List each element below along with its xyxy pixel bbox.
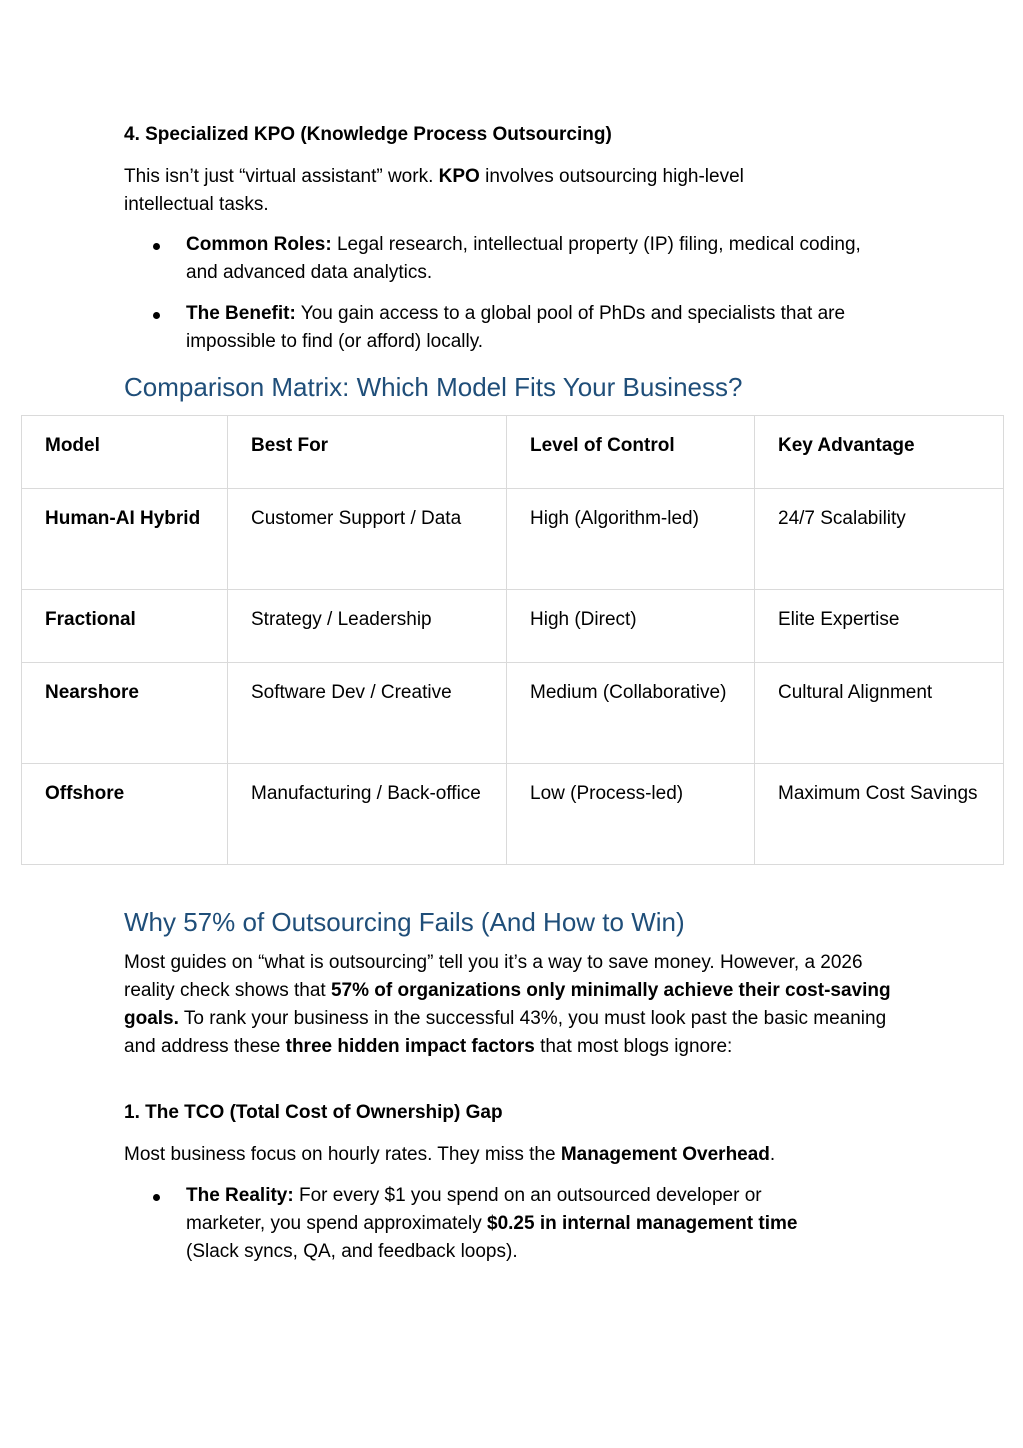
comparison-table <box>21 415 1004 865</box>
bullet-dot <box>153 243 160 250</box>
table-cell: Elite Expertise <box>755 590 1004 663</box>
table-cell: Manufacturing / Back-office <box>228 764 507 865</box>
kpo-bullet-benefit <box>186 300 886 356</box>
table-row <box>22 489 1004 590</box>
paragraph-text: that most blogs ignore: <box>534 1036 733 1057</box>
model-cell: Human-AI Hybrid <box>22 489 228 590</box>
kpo-heading: 4. Specialized KPO (Knowledge Process Outsourcing) <box>124 124 612 145</box>
kpo-bullet-roles <box>186 231 876 287</box>
column-header: Model <box>22 416 228 489</box>
paragraph-text: Most guides on “what is outsourcing” tell you it’s a way to save money. However, a 2026 reality check shows that <box>124 952 863 1001</box>
bullet-label: Common Roles: <box>186 234 332 255</box>
table-cell: Software Dev / Creative <box>228 663 507 764</box>
kpo-intro <box>124 163 824 219</box>
bullet-text: (Slack syncs, QA, and feedback loops). <box>186 1241 518 1262</box>
tco-paragraph <box>124 1141 904 1169</box>
bullet-text: You gain access to a global pool of PhDs and specialists that are impossible to find (or afford) locally. <box>186 303 846 352</box>
paragraph-bold: Management Overhead <box>560 1144 770 1165</box>
bullet-text: For every $1 you spend on an outsourced developer or marketer, you spend approximately <box>186 1185 762 1234</box>
column-header: Level of Control <box>507 416 755 489</box>
tco-heading: 1. The TCO (Total Cost of Ownership) Gap <box>124 1102 503 1123</box>
kpo-intro-text: This isn’t just “virtual assistant” work. <box>124 166 439 187</box>
paragraph-text: To rank your business in the successful 43%, you must look past the basic meaning and address these <box>124 1008 887 1057</box>
fails-paragraph <box>124 949 908 1061</box>
paragraph-text: . <box>769 1144 776 1165</box>
bullet-dot <box>153 1194 160 1201</box>
table-row <box>22 590 1004 663</box>
table-cell: High (Algorithm-led) <box>507 489 755 590</box>
model-cell: Offshore <box>22 764 228 865</box>
table-cell: 24/7 Scalability <box>755 489 1004 590</box>
model-cell: Nearshore <box>22 663 228 764</box>
fails-title: Why 57% of Outsourcing Fails (And How to Win) <box>124 907 685 937</box>
table-cell: High (Direct) <box>507 590 755 663</box>
table-cell: Medium (Collaborative) <box>507 663 755 764</box>
table-cell: Maximum Cost Savings <box>755 764 1004 865</box>
column-header: Best For <box>228 416 507 489</box>
table-row <box>22 764 1004 865</box>
bullet-label: The Reality: <box>186 1185 294 1206</box>
paragraph-text: Most business focus on hourly rates. They miss the <box>124 1144 561 1165</box>
table-row <box>22 663 1004 764</box>
kpo-intro-text-2: involves outsourcing high-level intellectual tasks. <box>124 166 744 215</box>
reality-bullet <box>186 1182 826 1266</box>
paragraph-bold: three hidden impact factors <box>285 1036 535 1057</box>
table-cell: Cultural Alignment <box>755 663 1004 764</box>
paragraph-bold: 57% of organizations only minimally achieve their cost-saving goals. <box>124 980 891 1029</box>
table-cell: Customer Support / Data <box>228 489 507 590</box>
model-cell: Fractional <box>22 590 228 663</box>
table-cell: Low (Process-led) <box>507 764 755 865</box>
bullet-text: Legal research, intellectual property (IP) filing, medical coding, and advanced data analytics. <box>186 234 861 283</box>
table-header-row <box>22 416 1004 489</box>
table-cell: Strategy / Leadership <box>228 590 507 663</box>
bullet-dot <box>153 312 160 319</box>
bullet-bold: $0.25 in internal management time <box>487 1213 798 1234</box>
column-header: Key Advantage <box>755 416 1004 489</box>
bullet-label: The Benefit: <box>186 303 296 324</box>
kpo-intro-bold: KPO <box>438 166 480 187</box>
matrix-title: Comparison Matrix: Which Model Fits Your Business? <box>124 372 743 402</box>
